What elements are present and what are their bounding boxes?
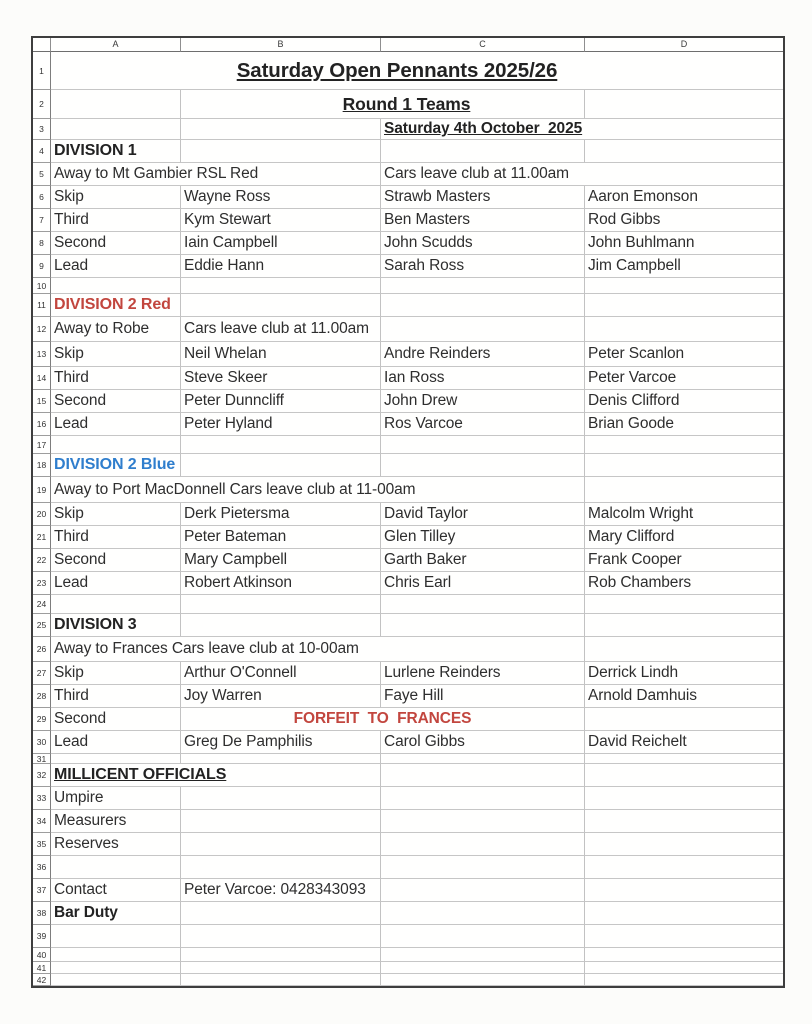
cell-A8: Second [51,232,181,255]
sheet-row-1 [33,52,783,90]
cell-D22: Frank Cooper [585,549,783,572]
cell-C4 [381,140,585,163]
cell-A31 [51,754,181,764]
cell-B29: FORFEIT TO FRANCES [181,708,585,731]
cell-C24 [381,595,585,614]
sheet-row-8 [33,232,783,255]
cell-B24 [181,595,381,614]
row-number-3: 3 [33,119,51,140]
cell-B40 [181,948,381,962]
sheet-row-27 [33,662,783,685]
row-number-38: 38 [33,902,51,925]
row-number-20: 20 [33,503,51,526]
sheet-row-15 [33,390,783,413]
row-number-4: 4 [33,140,51,163]
sheet-row-26 [33,637,783,662]
cell-B18 [181,454,381,477]
cell-C12 [381,317,585,342]
cell-B30: Greg De Pamphilis [181,731,381,754]
sheet-row-28 [33,685,783,708]
sheet-row-10 [33,278,783,294]
sheet-row-18 [33,454,783,477]
column-header-a: A [51,38,181,52]
cell-A29: Second [51,708,181,731]
cell-D25 [585,614,783,637]
cell-C5: Cars leave club at 11.00am [381,163,783,186]
column-header-row [33,38,783,52]
sheet-row-37 [33,879,783,902]
cell-C13: Andre Reinders [381,342,585,367]
cell-C16: Ros Varcoe [381,413,585,436]
row-number-25: 25 [33,614,51,637]
row-number-31: 31 [33,754,51,764]
row-number-22: 22 [33,549,51,572]
sheet-row-34 [33,810,783,833]
cell-B34 [181,810,381,833]
row-number-6: 6 [33,186,51,209]
cell-A32: MILLICENT OFFICIALS [51,764,381,787]
cell-C30: Carol Gibbs [381,731,585,754]
cell-A5: Away to Mt Gambier RSL Red [51,163,381,186]
cell-A39 [51,925,181,948]
cell-C22: Garth Baker [381,549,585,572]
cell-B12: Cars leave club at 11.00am [181,317,381,342]
cell-A3 [51,119,181,140]
sheet-row-32 [33,764,783,787]
cell-A2 [51,90,181,119]
cell-A28: Third [51,685,181,708]
cell-C18 [381,454,585,477]
cell-D10 [585,278,783,294]
sheet-row-21 [33,526,783,549]
row-number-21: 21 [33,526,51,549]
cell-D14: Peter Varcoe [585,367,783,390]
cell-B2: Round 1 Teams [181,90,585,119]
cell-B41 [181,962,381,974]
cell-A17 [51,436,181,454]
cell-B36 [181,856,381,879]
cell-D23: Rob Chambers [585,572,783,595]
cell-A27: Skip [51,662,181,685]
cell-A24 [51,595,181,614]
row-number-35: 35 [33,833,51,856]
cell-D8: John Buhlmann [585,232,783,255]
cell-A6: Skip [51,186,181,209]
cell-A25: DIVISION 3 [51,614,181,637]
cell-A18: DIVISION 2 Blue [51,454,181,477]
cell-A36 [51,856,181,879]
cell-D7: Rod Gibbs [585,209,783,232]
cell-C39 [381,925,585,948]
cell-C35 [381,833,585,856]
cell-A38: Bar Duty [51,902,181,925]
row-number-7: 7 [33,209,51,232]
cell-A9: Lead [51,255,181,278]
row-number-9: 9 [33,255,51,278]
cell-A21: Third [51,526,181,549]
spreadsheet-scan [31,36,785,988]
row-number-28: 28 [33,685,51,708]
cell-B4 [181,140,381,163]
cell-C10 [381,278,585,294]
cell-D32 [585,764,783,787]
sheet-row-38 [33,902,783,925]
row-number-12: 12 [33,317,51,342]
cell-C38 [381,902,585,925]
cell-D42 [585,974,783,986]
cell-A35: Reserves [51,833,181,856]
cell-D28: Arnold Damhuis [585,685,783,708]
cell-A1: Saturday Open Pennants 2025/26 [51,52,783,90]
cell-A20: Skip [51,503,181,526]
row-number-10: 10 [33,278,51,294]
cell-B16: Peter Hyland [181,413,381,436]
cell-B8: Iain Campbell [181,232,381,255]
cell-B39 [181,925,381,948]
cell-D35 [585,833,783,856]
cell-D39 [585,925,783,948]
cell-C8: John Scudds [381,232,585,255]
cell-C17 [381,436,585,454]
cell-B35 [181,833,381,856]
cell-D26 [585,637,783,662]
cell-D27: Derrick Lindh [585,662,783,685]
cell-A37: Contact [51,879,181,902]
cell-C3: Saturday 4th October 2025 [381,119,783,140]
sheet-row-25 [33,614,783,637]
row-number-29: 29 [33,708,51,731]
cell-A13: Skip [51,342,181,367]
row-number-30: 30 [33,731,51,754]
row-number-19: 19 [33,477,51,503]
cell-D20: Malcolm Wright [585,503,783,526]
cell-A7: Third [51,209,181,232]
corner-cell [33,38,51,52]
cell-D18 [585,454,783,477]
sheet-row-35 [33,833,783,856]
column-header-d: D [585,38,783,52]
row-number-34: 34 [33,810,51,833]
cell-B25 [181,614,381,637]
sheet-row-7 [33,209,783,232]
sheet-row-29 [33,708,783,731]
cell-D9: Jim Campbell [585,255,783,278]
cell-A15: Second [51,390,181,413]
cell-D21: Mary Clifford [585,526,783,549]
cell-D2 [585,90,783,119]
row-number-15: 15 [33,390,51,413]
row-number-26: 26 [33,637,51,662]
cell-B20: Derk Pietersma [181,503,381,526]
sheet-row-30 [33,731,783,754]
cell-D33 [585,787,783,810]
sheet-row-3 [33,119,783,140]
cell-B37: Peter Varcoe: 0428343093 [181,879,381,902]
row-number-17: 17 [33,436,51,454]
cell-B23: Robert Atkinson [181,572,381,595]
sheet-row-13 [33,342,783,367]
cell-D15: Denis Clifford [585,390,783,413]
cell-B21: Peter Bateman [181,526,381,549]
cell-A4: DIVISION 1 [51,140,181,163]
cell-D29 [585,708,783,731]
cell-B10 [181,278,381,294]
row-number-40: 40 [33,948,51,962]
row-number-8: 8 [33,232,51,255]
cell-A19: Away to Port MacDonnell Cars leave club at 11-00am [51,477,585,503]
sheet-body [33,52,783,986]
sheet-row-5 [33,163,783,186]
cell-C34 [381,810,585,833]
cell-A12: Away to Robe [51,317,181,342]
row-number-18: 18 [33,454,51,477]
cell-C42 [381,974,585,986]
cell-D40 [585,948,783,962]
cell-B33 [181,787,381,810]
cell-A42 [51,974,181,986]
cell-C36 [381,856,585,879]
cell-B11 [181,294,381,317]
cell-B13: Neil Whelan [181,342,381,367]
sheet-row-17 [33,436,783,454]
cell-C31 [381,754,585,764]
cell-C37 [381,879,585,902]
cell-D16: Brian Goode [585,413,783,436]
row-number-24: 24 [33,595,51,614]
cell-C40 [381,948,585,962]
cell-D30: David Reichelt [585,731,783,754]
cell-A30: Lead [51,731,181,754]
cell-D4 [585,140,783,163]
row-number-32: 32 [33,764,51,787]
row-number-2: 2 [33,90,51,119]
cell-B9: Eddie Hann [181,255,381,278]
cell-C41 [381,962,585,974]
cell-A41 [51,962,181,974]
cell-D24 [585,595,783,614]
sheet-row-42 [33,974,783,986]
cell-D36 [585,856,783,879]
sheet-row-36 [33,856,783,879]
cell-D34 [585,810,783,833]
cell-B7: Kym Stewart [181,209,381,232]
cell-C14: Ian Ross [381,367,585,390]
cell-A14: Third [51,367,181,390]
cell-A34: Measurers [51,810,181,833]
row-number-33: 33 [33,787,51,810]
sheet-row-40 [33,948,783,962]
cell-D31 [585,754,783,764]
cell-C28: Faye Hill [381,685,585,708]
cell-D6: Aaron Emonson [585,186,783,209]
cell-C27: Lurlene Reinders [381,662,585,685]
cell-C32 [381,764,585,787]
cell-B15: Peter Dunncliff [181,390,381,413]
cell-D19 [585,477,783,503]
sheet-row-16 [33,413,783,436]
cell-A40 [51,948,181,962]
cell-C7: Ben Masters [381,209,585,232]
cell-D17 [585,436,783,454]
sheet-row-24 [33,595,783,614]
cell-C11 [381,294,585,317]
row-number-39: 39 [33,925,51,948]
cell-C25 [381,614,585,637]
cell-A16: Lead [51,413,181,436]
sheet-row-19 [33,477,783,503]
sheet-row-22 [33,549,783,572]
cell-B42 [181,974,381,986]
cell-D11 [585,294,783,317]
cell-B38 [181,902,381,925]
sheet-row-12 [33,317,783,342]
cell-A22: Second [51,549,181,572]
cell-B14: Steve Skeer [181,367,381,390]
sheet-row-2 [33,90,783,119]
row-number-36: 36 [33,856,51,879]
cell-C9: Sarah Ross [381,255,585,278]
row-number-11: 11 [33,294,51,317]
cell-A23: Lead [51,572,181,595]
cell-C15: John Drew [381,390,585,413]
sheet-row-14 [33,367,783,390]
sheet-row-33 [33,787,783,810]
row-number-41: 41 [33,962,51,974]
sheet-row-23 [33,572,783,595]
cell-B3 [181,119,381,140]
sheet-row-4 [33,140,783,163]
row-number-13: 13 [33,342,51,367]
row-number-16: 16 [33,413,51,436]
column-header-b: B [181,38,381,52]
cell-A26: Away to Frances Cars leave club at 10-00am [51,637,585,662]
cell-B22: Mary Campbell [181,549,381,572]
sheet-row-31 [33,754,783,764]
cell-B27: Arthur O'Connell [181,662,381,685]
cell-D38 [585,902,783,925]
cell-B6: Wayne Ross [181,186,381,209]
sheet-row-9 [33,255,783,278]
sheet-row-39 [33,925,783,948]
cell-B31 [181,754,381,764]
row-number-14: 14 [33,367,51,390]
row-number-27: 27 [33,662,51,685]
cell-B28: Joy Warren [181,685,381,708]
sheet-row-11 [33,294,783,317]
row-number-5: 5 [33,163,51,186]
cell-C33 [381,787,585,810]
cell-C6: Strawb Masters [381,186,585,209]
sheet-row-41 [33,962,783,974]
cell-A33: Umpire [51,787,181,810]
cell-C23: Chris Earl [381,572,585,595]
column-header-c: C [381,38,585,52]
cell-D12 [585,317,783,342]
sheet-row-6 [33,186,783,209]
cell-C20: David Taylor [381,503,585,526]
cell-A11: DIVISION 2 Red [51,294,181,317]
cell-D13: Peter Scanlon [585,342,783,367]
cell-D41 [585,962,783,974]
row-number-23: 23 [33,572,51,595]
cell-D37 [585,879,783,902]
cell-A10 [51,278,181,294]
row-number-37: 37 [33,879,51,902]
cell-B17 [181,436,381,454]
row-number-1: 1 [33,52,51,90]
cell-C21: Glen Tilley [381,526,585,549]
sheet-row-20 [33,503,783,526]
row-number-42: 42 [33,974,51,986]
